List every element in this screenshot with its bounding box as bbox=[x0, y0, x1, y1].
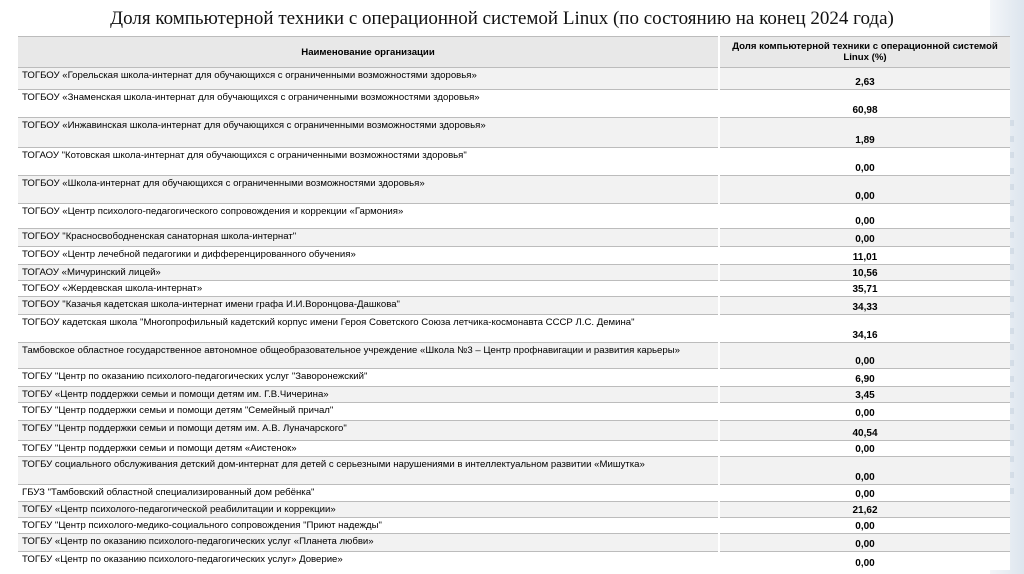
page-title: Доля компьютерной техники с операционной системой Linux (по состоянию на конец 2024 года) bbox=[110, 8, 894, 29]
linux-share-cell: 6,90 bbox=[719, 369, 1010, 387]
linux-share-cell: 0,00 bbox=[719, 204, 1010, 229]
linux-share-cell: 0,00 bbox=[719, 176, 1010, 204]
organization-name-cell: ТОГБОУ «Центр лечебной педагогики и дифференцированного обучения» bbox=[18, 247, 719, 265]
column-header-linux-share: Доля компьютерной техники с операционной системой Linux (%) bbox=[719, 37, 1010, 68]
column-header-organization: Наименование организации bbox=[18, 37, 719, 68]
table-row bbox=[18, 518, 1010, 534]
table-row bbox=[18, 421, 1010, 441]
linux-share-cell: 2,63 bbox=[719, 68, 1010, 90]
linux-share-cell: 60,98 bbox=[719, 90, 1010, 118]
table-row bbox=[18, 403, 1010, 421]
table-row bbox=[18, 441, 1010, 457]
table-row bbox=[18, 68, 1010, 90]
organization-name-cell: ТОГБУ "Центр психолого-медико-социального сопровождения "Приют надежды" bbox=[18, 518, 719, 534]
table-row bbox=[18, 387, 1010, 403]
linux-share-cell: 21,62 bbox=[719, 502, 1010, 518]
linux-share-cell: 0,00 bbox=[719, 403, 1010, 421]
linux-share-cell: 0,00 bbox=[719, 441, 1010, 457]
organization-name-cell: ТОГБОУ «Школа-интернат для обучающихся с ограниченными возможностями здоровья» bbox=[18, 176, 719, 204]
organization-name-cell: ТОГБОУ «Жердевская школа-интернат» bbox=[18, 281, 719, 297]
linux-share-cell: 34,33 bbox=[719, 297, 1010, 315]
organization-name-cell: ТОГБОУ кадетская школа "Многопрофильный кадетский корпус имени Героя Советского Союза летчика-космонавта СССР Л.С. Демина" bbox=[18, 315, 719, 343]
organization-name-cell: ТОГАОУ «Мичуринский лицей» bbox=[18, 265, 719, 281]
linux-share-cell: 0,00 bbox=[719, 229, 1010, 247]
table-body bbox=[18, 68, 1010, 570]
table-row bbox=[18, 281, 1010, 297]
organization-name-cell: ТОГБОУ "Красносвободненская санаторная школа-интернат" bbox=[18, 229, 719, 247]
linux-share-cell: 35,71 bbox=[719, 281, 1010, 297]
organization-name-cell: ТОГБУ "Центр поддержки семьи и помощи детям «Аистенок» bbox=[18, 441, 719, 457]
linux-share-cell: 10,56 bbox=[719, 265, 1010, 281]
organization-name-cell: ТОГБУ социального обслуживания детский дом-интернат для детей с серьезными нарушениями в интеллектуальном развитии «Мишутка» bbox=[18, 457, 719, 485]
table-row bbox=[18, 457, 1010, 485]
organization-name-cell: ТОГБОУ "Казачья кадетская школа-интернат имени графа И.И.Воронцова-Дашкова" bbox=[18, 297, 719, 315]
table-row bbox=[18, 297, 1010, 315]
table-header-row bbox=[18, 37, 1010, 68]
table-row bbox=[18, 118, 1010, 148]
linux-share-cell: 40,54 bbox=[719, 421, 1010, 441]
table-row bbox=[18, 265, 1010, 281]
organization-name-cell: ТОГБУ "Центр по оказанию психолого-педагогических услуг "Заворонежский" bbox=[18, 369, 719, 387]
linux-share-cell: 0,00 bbox=[719, 148, 1010, 176]
organization-name-cell: ТОГБУ «Центр по оказанию психолого-педагогических услуг» Доверие» bbox=[18, 552, 719, 570]
linux-share-cell: 0,00 bbox=[719, 485, 1010, 502]
organization-name-cell: ГБУЗ "Тамбовский областной специализированный дом ребёнка" bbox=[18, 485, 719, 502]
organization-name-cell: ТОГБОУ «Инжавинская школа-интернат для обучающихся с ограниченными возможностями здоровья» bbox=[18, 118, 719, 148]
linux-share-cell: 0,00 bbox=[719, 457, 1010, 485]
linux-share-cell: 3,45 bbox=[719, 387, 1010, 403]
organization-name-cell: ТОГАОУ "Котовская школа-интернат для обучающихся с ограниченными возможностями здоровья" bbox=[18, 148, 719, 176]
table-row bbox=[18, 176, 1010, 204]
table-row bbox=[18, 485, 1010, 502]
table-row bbox=[18, 315, 1010, 343]
table-row bbox=[18, 552, 1010, 570]
linux-share-cell: 0,00 bbox=[719, 518, 1010, 534]
table-row bbox=[18, 90, 1010, 118]
organization-name-cell: Тамбовское областное государственное автономное общеобразовательное учреждение «Школа №3 – Центр профнавигации и развития карьеры» bbox=[18, 343, 719, 369]
organization-name-cell: ТОГБОУ «Знаменская школа-интернат для обучающихся с ограниченными возможностями здоровья» bbox=[18, 90, 719, 118]
table-row bbox=[18, 369, 1010, 387]
table-row bbox=[18, 229, 1010, 247]
linux-share-cell: 11,01 bbox=[719, 247, 1010, 265]
table-row bbox=[18, 247, 1010, 265]
table-row bbox=[18, 343, 1010, 369]
table-row bbox=[18, 502, 1010, 518]
table-row bbox=[18, 534, 1010, 552]
organization-name-cell: ТОГБУ «Центр поддержки семьи и помощи детям им. Г.В.Чичерина» bbox=[18, 387, 719, 403]
linux-share-cell: 0,00 bbox=[719, 343, 1010, 369]
organization-name-cell: ТОГБУ «Центр по оказанию психолого-педагогических услуг «Планета любви» bbox=[18, 534, 719, 552]
organization-name-cell: ТОГБУ "Центр поддержки семьи и помощи детям им. А.В. Луначарского" bbox=[18, 421, 719, 441]
linux-share-cell: 0,00 bbox=[719, 552, 1010, 570]
table-row bbox=[18, 148, 1010, 176]
linux-share-cell: 34,16 bbox=[719, 315, 1010, 343]
table-row bbox=[18, 204, 1010, 229]
organization-name-cell: ТОГБУ «Центр психолого-педагогической реабилитации и коррекции» bbox=[18, 502, 719, 518]
linux-share-cell: 1,89 bbox=[719, 118, 1010, 148]
data-table bbox=[18, 36, 1010, 570]
organization-name-cell: ТОГБОУ «Горельская школа-интернат для обучающихся с ограниченными возможностями здоровья» bbox=[18, 68, 719, 90]
organization-name-cell: ТОГБУ "Центр поддержки семьи и помощи детям "Семейный причал" bbox=[18, 403, 719, 421]
organization-name-cell: ТОГБОУ «Центр психолого-педагогического сопровождения и коррекции «Гармония» bbox=[18, 204, 719, 229]
linux-share-cell: 0,00 bbox=[719, 534, 1010, 552]
